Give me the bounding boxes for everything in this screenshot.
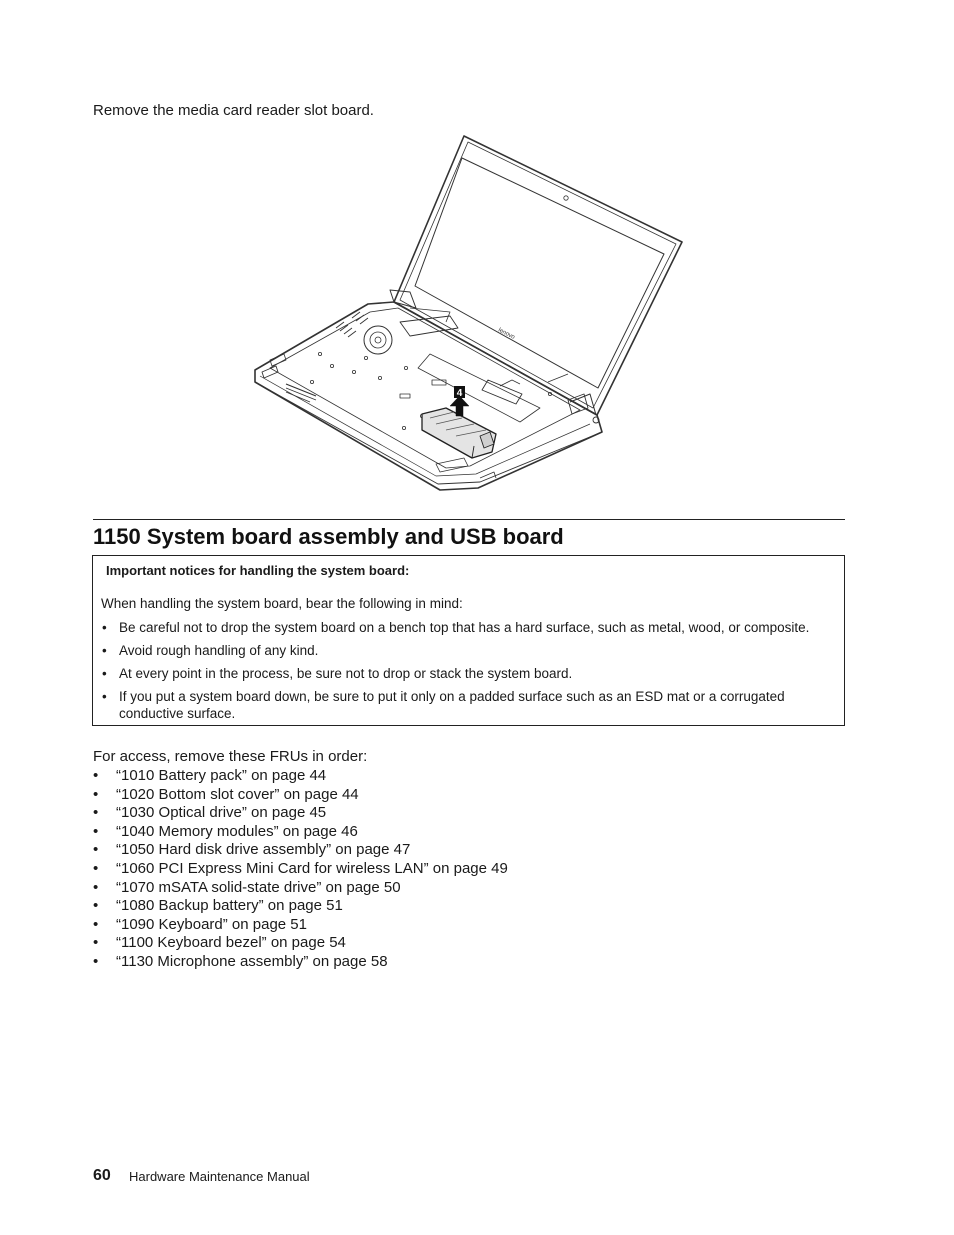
- lid-bezel: [400, 142, 676, 408]
- section-rule: [93, 519, 845, 520]
- fru-link[interactable]: • “1050 Hard disk drive assembly” on page 47: [93, 841, 508, 860]
- fru-list: [93, 767, 508, 972]
- notice-item: • At every point in the process, be sure not to drop or stack the system board.: [101, 665, 841, 682]
- fru-link[interactable]: • “1010 Battery pack” on page 44: [93, 767, 508, 786]
- page-number: 60: [93, 1167, 111, 1184]
- laptop-illustration: [250, 132, 700, 497]
- intro-text: Remove the media card reader slot board.: [93, 102, 374, 119]
- section-title: 1150 System board assembly and USB board: [93, 524, 564, 549]
- manual-title: Hardware Maintenance Manual: [129, 1169, 310, 1184]
- fru-link[interactable]: • “1020 Bottom slot cover” on page 44: [93, 786, 508, 805]
- notice-intro: When handling the system board, bear the following in mind:: [101, 596, 463, 611]
- fru-link[interactable]: • “1040 Memory modules” on page 46: [93, 823, 508, 842]
- notice-box: [92, 555, 845, 726]
- lid-outer: [394, 136, 682, 415]
- callout-label: 4: [456, 387, 463, 399]
- notice-list: [101, 619, 841, 728]
- fru-link[interactable]: • “1060 PCI Express Mini Card for wireless LAN” on page 49: [93, 860, 508, 879]
- fru-intro: For access, remove these FRUs in order:: [93, 748, 368, 765]
- camera-icon: [564, 196, 568, 200]
- notice-item: • Avoid rough handling of any kind.: [101, 642, 841, 659]
- fru-link[interactable]: • “1100 Keyboard bezel” on page 54: [93, 934, 508, 953]
- fru-link[interactable]: • “1130 Microphone assembly” on page 58: [93, 953, 508, 972]
- notice-title: Important notices for handling the system board:: [106, 563, 410, 578]
- fru-link[interactable]: • “1030 Optical drive” on page 45: [93, 804, 508, 823]
- fru-link[interactable]: • “1090 Keyboard” on page 51: [93, 916, 508, 935]
- fan: [364, 326, 392, 354]
- brand-logo: lenovo: [497, 327, 516, 341]
- notice-item: • Be careful not to drop the system board on a bench top that has a hard surface, such as metal, wood, or composite.: [101, 619, 841, 636]
- fru-link[interactable]: • “1080 Backup battery” on page 51: [93, 897, 508, 916]
- notice-item: • If you put a system board down, be sure to put it only on a padded surface such as an ESD mat or a corrugated conductive surface.: [101, 688, 841, 722]
- fru-link[interactable]: • “1070 mSATA solid-state drive” on page 50: [93, 879, 508, 898]
